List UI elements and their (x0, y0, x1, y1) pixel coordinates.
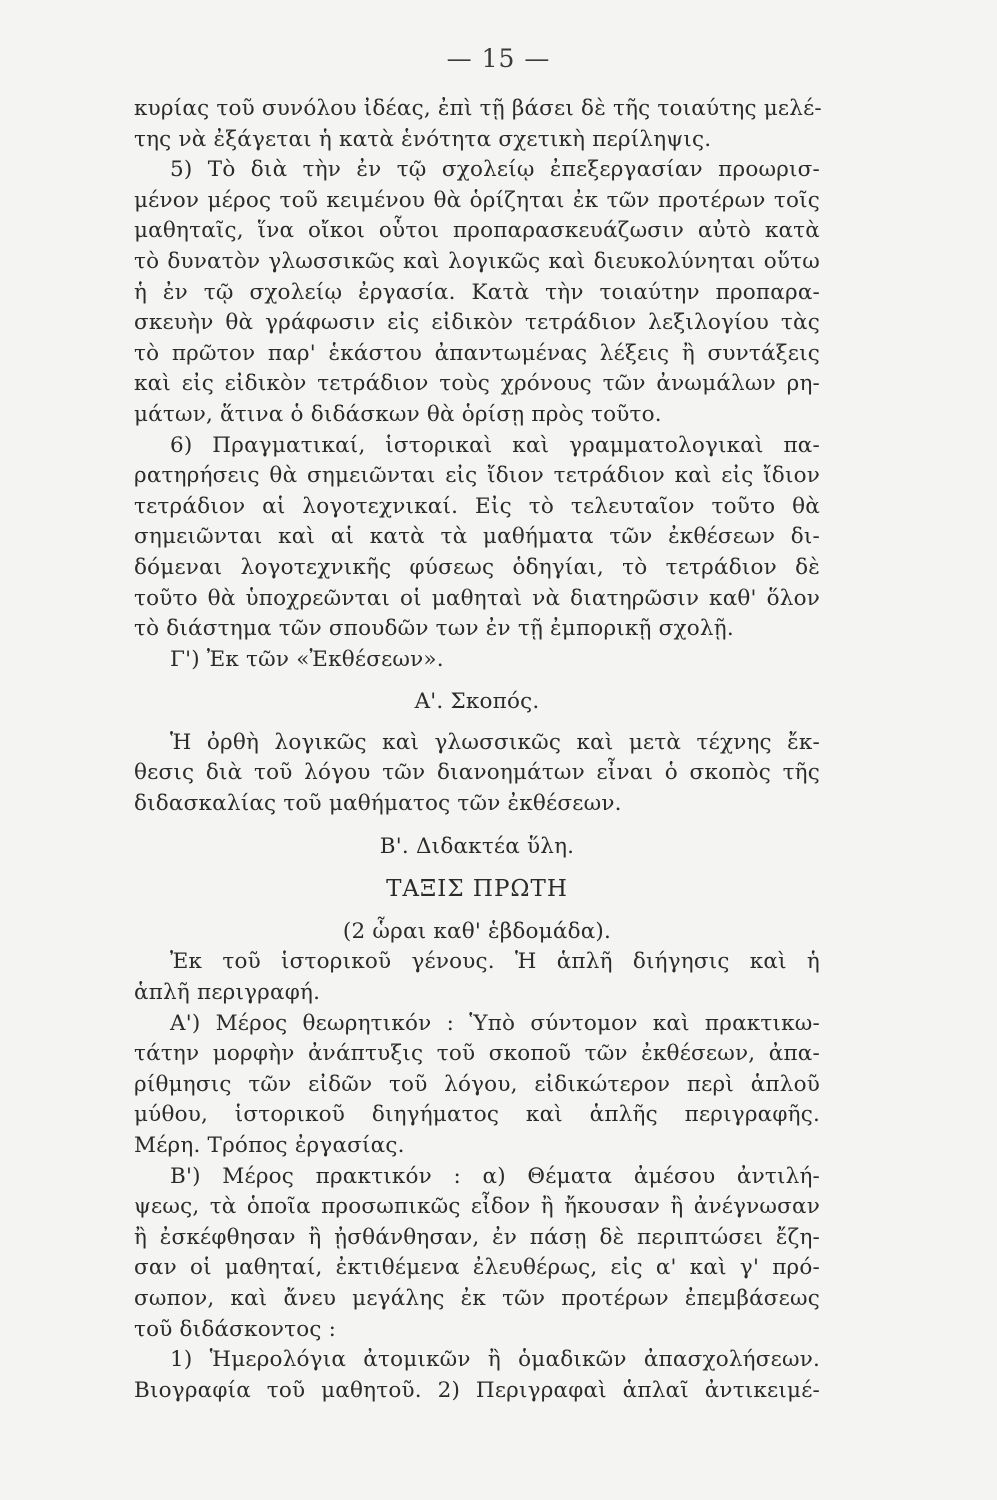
section-heading: ΤΑΞΙΣ ΠΡΩΤΗ (386, 876, 568, 903)
text-line: Ἐκ τοῦ ἱστορικοῦ γένους. Ἡ ἁπλῆ διήγησις καὶ ἡ (170, 949, 820, 975)
text-line: ἢ ἐσκέφθησαν ἢ ᾐσθάνθησαν, ἐν πάσῃ δὲ περιπτώσει ἔζη- (134, 1224, 820, 1250)
body-text (134, 94, 820, 1406)
text-line: Βιογραφία τοῦ μαθητοῦ. 2) Περιγραφαὶ ἁπλαῖ ἀντικειμέ- (134, 1377, 820, 1403)
text-line: σωπον, καὶ ἄνευ μεγάλης ἐκ τῶν προτέρων ἐπεμβάσεως (134, 1285, 820, 1311)
text-line: 1) Ἡμερολόγια ἀτομικῶν ἢ ὁμαδικῶν ἀπασχολήσεων. (170, 1347, 820, 1373)
text-line: ἁπλῆ περιγραφή. (134, 980, 321, 1006)
text-line: Μέρη. Τρόπος ἐργασίας. (134, 1133, 405, 1158)
text-line: σαν οἱ μαθηταί, ἐκτιθέμενα ἐλευθέρως, εἰς α' καὶ γ' πρό- (134, 1255, 820, 1281)
section-subheading: Β'. Διδακτέα ὕλη. (379, 833, 575, 859)
text-line: τοῦ διδάσκοντος : (134, 1316, 337, 1342)
text-line: Γ') Ἐκ τῶν «Ἐκθέσεων». (170, 646, 444, 672)
text-line: τοῦτο θὰ ὑποχρεῶνται οἱ μαθηταὶ νὰ διατηρῶσιν καθ' ὅλον (134, 585, 820, 611)
text-line: μύθου, ἱστορικοῦ διηγήματος καὶ ἁπλῆς περιγραφῆς. (134, 1102, 820, 1128)
text-line: μένον μέρος τοῦ κειμένου θὰ ὁρίζηται ἐκ τῶν προτέρων τοῖς (134, 187, 820, 213)
text-line: τὸ διάστημα τῶν σπουδῶν των ἐν τῇ ἐμπορικῇ σχολῇ. (134, 616, 734, 642)
section-subheading: (2 ὧραι καθ' ἑβδομάδα). (342, 918, 612, 944)
text-line: Ἡ ὀρθὴ λογικῶς καὶ γλωσσικῶς καὶ μετὰ τέχνης ἔκ- (170, 729, 820, 755)
text-line: διδασκαλίας τοῦ μαθήματος τῶν ἐκθέσεων. (134, 791, 622, 817)
text-line: ρατηρήσεις θὰ σημειῶνται εἰς ἴδιον τετράδιον καὶ εἰς ἴδιον (134, 463, 820, 489)
text-line: Β') Μέρος πρακτικόν : α) Θέματα ἀμέσου ἀντιλή- (170, 1163, 820, 1189)
text-line: 5) Τὸ διὰ τὴν ἐν τῷ σχολείῳ ἐπεξεργασίαν προωρισ- (170, 157, 820, 183)
text-line: μάτων, ἅτινα ὁ διδάσκων θὰ ὁρίσῃ πρὸς τοῦτο. (134, 401, 662, 427)
text-line: της νὰ ἐξάγεται ἡ κατὰ ἑνότητα σχετικὴ περίληψις. (134, 126, 712, 152)
text-line: τετράδιον αἱ λογοτεχνικαί. Εἰς τὸ τελευταῖον τοῦτο θὰ (134, 493, 820, 519)
text-line: τὸ δυνατὸν γλωσσικῶς καὶ λογικῶς καὶ διευκολύνηται οὕτω (134, 248, 820, 274)
text-line: ρίθμησις τῶν εἰδῶν τοῦ λόγου, εἰδικώτερον περὶ ἁπλοῦ (134, 1071, 820, 1097)
text-line: σημειῶνται καὶ αἱ κατὰ τὰ μαθήματα τῶν ἐκθέσεων δι- (134, 524, 820, 550)
text-line: τὸ πρῶτον παρ' ἑκάστου ἀπαντωμένας λέξεις ἢ συντάξεις (134, 340, 820, 366)
section-subheading: Α'. Σκοπός. (414, 689, 540, 715)
text-line: ἡ ἐν τῷ σχολείῳ ἐργασία. Κατὰ τὴν τοιαύτην προπαρα- (134, 279, 820, 305)
text-line: καὶ εἰς εἰδικὸν τετράδιον τοὺς χρόνους τῶν ἀνωμάλων ρη- (134, 371, 820, 397)
text-line: δόμεναι λογοτεχνικῆς φύσεως ὁδηγίαι, τὸ τετράδιον δὲ (134, 554, 820, 580)
text-line: 6) Πραγματικαί, ἱστορικαὶ καὶ γραμματολογικαὶ πα- (170, 432, 820, 458)
text-line: μαθηταῖς, ἵνα οἴκοι οὗτοι προπαρασκευάζωσιν αὐτὸ κατὰ (134, 218, 820, 244)
text-line: τάτην μορφὴν ἀνάπτυξις τοῦ σκοποῦ τῶν ἐκθέσεων, ἀπα- (134, 1041, 820, 1067)
text-line: κυρίας τοῦ συνόλου ἰδέας, ἐπὶ τῇ βάσει δὲ τῆς τοιαύτης μελέ- (134, 96, 822, 121)
page-number: — 15 — (446, 44, 551, 73)
text-line: σκευὴν θὰ γράφωσιν εἰς εἰδικὸν τετράδιον λεξιλογίου τὰς (134, 310, 820, 336)
text-line: θεσις διὰ τοῦ λόγου τῶν διανοημάτων εἶναι ὁ σκοπὸς τῆς (134, 760, 820, 786)
text-line: ψεως, τὰ ὁποῖα προσωπικῶς εἶδον ἢ ἤκουσαν ἢ ἀνέγνωσαν (134, 1194, 820, 1220)
text-line: Α') Μέρος θεωρητικόν : Ὑπὸ σύντομον καὶ πρακτικω- (170, 1010, 820, 1036)
